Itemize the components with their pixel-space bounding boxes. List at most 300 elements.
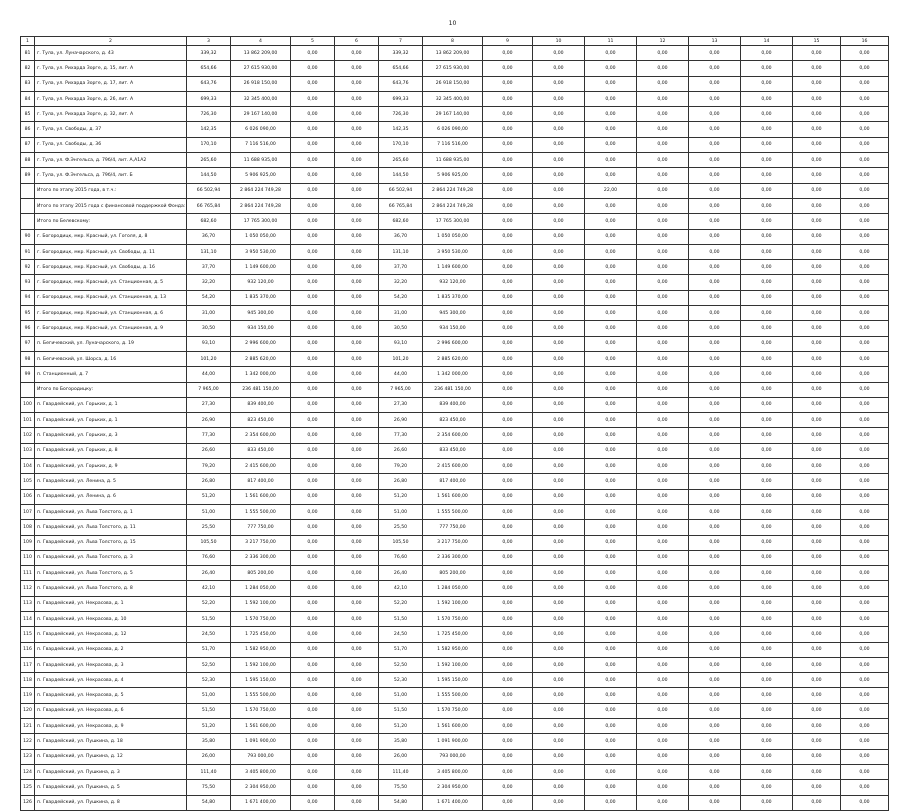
table-cell: 5 906 925,00 [423,168,483,183]
table-cell: 2 415 600,00 [423,459,483,474]
table-cell: 0,00 [533,122,585,137]
table-cell: 0,00 [483,214,533,229]
table-cell: 1 570 750,00 [231,611,291,626]
table-row [21,764,889,779]
table-cell: 0,00 [841,474,889,489]
table-cell: 0,00 [841,673,889,688]
table-cell: 0,00 [741,168,793,183]
column-number: 8 [423,37,483,46]
table-cell: 0,00 [793,780,841,795]
table-cell: 0,00 [841,290,889,305]
table-cell: 131,10 [187,244,231,259]
table-cell: 0,00 [291,504,335,519]
table-cell: 0,00 [335,336,379,351]
address-cell: п. Гвардейский, ул. Некрасова, д. 12 [35,627,187,642]
table-cell: 0,00 [637,443,689,458]
table-cell: 51,00 [379,504,423,519]
table-cell: 0,00 [841,703,889,718]
table-cell: 1 555 500,00 [423,504,483,519]
table-cell: 0,00 [585,550,637,565]
address-cell: п. Бегичевский, ул. Шорса, д. 16 [35,351,187,366]
table-cell: 0,00 [741,76,793,91]
table-cell: 0,00 [637,214,689,229]
table-cell [21,183,35,198]
table-cell: 44,00 [379,367,423,382]
table-cell: 144,50 [187,168,231,183]
table-cell: 52,20 [187,596,231,611]
table-cell: 108 [21,520,35,535]
table-cell: 0,00 [841,91,889,106]
table-cell: 0,00 [483,76,533,91]
table-cell: 0,00 [585,734,637,749]
table-cell: 0,00 [291,520,335,535]
table-cell: 0,00 [689,780,741,795]
table-cell: 0,00 [291,321,335,336]
table-cell: 11 688 935,00 [231,153,291,168]
address-cell: г. Тула, ул. Ф.Энгельса, д. 79б/4, лит. А,А1А2 [35,153,187,168]
table-cell: 0,00 [335,306,379,321]
table-cell: 26,40 [187,566,231,581]
table-cell: 0,00 [533,535,585,550]
table-cell: 0,00 [741,749,793,764]
table-cell: 0,00 [689,290,741,305]
table-cell: 0,00 [291,459,335,474]
table-cell: 26,90 [187,413,231,428]
table-cell: 1 050 050,00 [231,229,291,244]
table-cell: 0,00 [637,566,689,581]
table-cell: 0,00 [585,673,637,688]
table-cell: 0,00 [741,734,793,749]
table-cell: 0,00 [741,642,793,657]
table-cell: 0,00 [585,703,637,718]
table-row [21,795,889,810]
table-cell: 0,00 [841,443,889,458]
table-cell: 0,00 [585,107,637,122]
table-cell: 0,00 [793,351,841,366]
table-cell: 31,00 [187,306,231,321]
table-cell: 0,00 [841,321,889,336]
table-cell: 0,00 [841,749,889,764]
table-cell: 0,00 [689,91,741,106]
table-cell: 0,00 [741,260,793,275]
table-cell: 0,00 [533,336,585,351]
table-row [21,183,889,198]
table-cell: 0,00 [335,183,379,198]
table-cell: 0,00 [585,642,637,657]
table-cell: 101,20 [379,351,423,366]
address-cell: п. Гвардейский, ул. Ленина, д. 6 [35,489,187,504]
table-cell: 0,00 [793,397,841,412]
table-cell: 0,00 [291,275,335,290]
table-cell: 52,30 [187,673,231,688]
table-row [21,673,889,688]
table-cell: 0,00 [483,260,533,275]
table-cell: 0,00 [689,734,741,749]
address-cell: г. Тула, ул. Рихарда Зорге, д. 26, лит. А [35,91,187,106]
table-cell: 13 862 209,00 [231,46,291,61]
table-cell: 1 555 500,00 [231,504,291,519]
table-cell: 0,00 [841,413,889,428]
address-cell: г. Богородицк, мкр. Красный, ул. Свободы, д. 16 [35,260,187,275]
table-cell: 0,00 [793,244,841,259]
table-cell: 0,00 [841,76,889,91]
table-cell: 124 [21,764,35,779]
table-row [21,535,889,550]
table-cell: 1 284 050,00 [231,581,291,596]
table-cell: 0,00 [841,275,889,290]
table-cell: 0,00 [689,673,741,688]
column-number: 16 [841,37,889,46]
table-cell: 0,00 [335,581,379,596]
table-cell: 0,00 [483,627,533,642]
table-cell: 0,00 [841,611,889,626]
table-cell: 0,00 [585,566,637,581]
column-number: 15 [793,37,841,46]
table-cell: 122 [21,734,35,749]
address-cell: Итого по Богородицку: [35,382,187,397]
table-cell: 0,00 [335,428,379,443]
table-cell: 0,00 [291,749,335,764]
table-cell: 0,00 [585,459,637,474]
table-cell: 0,00 [689,198,741,213]
table-cell: 0,00 [689,550,741,565]
table-row [21,367,889,382]
table-cell: 0,00 [689,122,741,137]
table-cell: 0,00 [637,673,689,688]
table-cell: 0,00 [291,688,335,703]
table-cell: 0,00 [793,61,841,76]
table-cell: 1 570 750,00 [231,703,291,718]
table-cell: 1 091 900,00 [231,734,291,749]
table-cell: 0,00 [483,351,533,366]
table-cell: 98 [21,351,35,366]
table-cell: 88 [21,153,35,168]
table-cell: 805 200,00 [423,566,483,581]
table-cell: 24,50 [187,627,231,642]
column-number: 2 [35,37,187,46]
table-cell: 101 [21,413,35,428]
table-cell: 0,00 [741,122,793,137]
table-cell: 0,00 [841,214,889,229]
table-cell: 0,00 [741,336,793,351]
table-cell: 26,90 [379,413,423,428]
table-cell: 654,66 [379,61,423,76]
table-cell: 0,00 [335,198,379,213]
table-cell: 0,00 [533,581,585,596]
table-cell: 0,00 [533,76,585,91]
table-cell: 0,00 [585,91,637,106]
table-cell: 0,00 [741,397,793,412]
table-cell: 0,00 [637,703,689,718]
table-cell: 1 561 600,00 [423,719,483,734]
table-cell: 0,00 [335,413,379,428]
table-cell: 0,00 [689,688,741,703]
table-cell: 643,76 [379,76,423,91]
address-cell: п. Гвардейский, ул. Некрасова, д. 2 [35,642,187,657]
table-cell: 0,00 [689,382,741,397]
address-cell: г. Тула, ул. Ф.Энгельса, д. 79б/4, лит. Б [35,168,187,183]
table-cell: 0,00 [841,397,889,412]
table-cell: 0,00 [291,351,335,366]
table-cell: 0,00 [689,428,741,443]
table-cell: 117 [21,657,35,672]
table-cell: 0,00 [291,244,335,259]
table-cell: 0,00 [689,749,741,764]
address-cell: г. Тула, ул. Луначарского, д. 43 [35,46,187,61]
address-cell: п. Гвардейский, ул. Льва Толстого, д. 8 [35,581,187,596]
table-row [21,611,889,626]
table-cell: 0,00 [793,688,841,703]
table-cell: 51,00 [187,504,231,519]
table-cell: 0,00 [533,198,585,213]
table-cell: 0,00 [483,459,533,474]
table-cell: 0,00 [483,367,533,382]
table-cell: 107 [21,504,35,519]
table-cell: 0,00 [689,275,741,290]
table-cell: 0,00 [335,229,379,244]
table-cell: 54,80 [379,795,423,810]
table-cell: 0,00 [793,306,841,321]
table-cell: 0,00 [533,474,585,489]
table-cell: 54,20 [379,290,423,305]
table-cell: 115 [21,627,35,642]
table-row [21,137,889,152]
table-cell: 66 765,84 [379,198,423,213]
table-row [21,168,889,183]
table-cell: 0,00 [483,489,533,504]
table-cell: 0,00 [483,168,533,183]
table-cell: 0,00 [741,443,793,458]
address-cell: г. Богородицк, мкр. Красный, ул. Станционная, д. 9 [35,321,187,336]
table-row [21,581,889,596]
table-cell: 0,00 [335,107,379,122]
table-cell: 0,00 [483,535,533,550]
table-cell: 0,00 [291,336,335,351]
table-cell: 92 [21,260,35,275]
table-cell: 0,00 [335,122,379,137]
table-cell: 0,00 [585,122,637,137]
table-cell: 0,00 [483,520,533,535]
table-cell: 0,00 [483,703,533,718]
table-cell: 0,00 [741,321,793,336]
table-cell: 22,00 [585,183,637,198]
table-cell: 0,00 [793,229,841,244]
table-row [21,107,889,122]
table-cell: 0,00 [533,489,585,504]
table-cell: 0,00 [741,596,793,611]
table-cell: 0,00 [483,688,533,703]
table-cell: 0,00 [637,413,689,428]
table-cell: 0,00 [689,581,741,596]
table-cell: 0,00 [793,535,841,550]
table-cell: 0,00 [533,566,585,581]
table-cell: 0,00 [741,214,793,229]
table-cell: 1 561 600,00 [231,719,291,734]
table-cell: 0,00 [689,489,741,504]
table-cell: 26 918 150,00 [423,76,483,91]
table-cell: 3 217 750,00 [423,535,483,550]
table-row [21,76,889,91]
table-cell: 0,00 [689,153,741,168]
table-cell: 77,30 [379,428,423,443]
column-number: 1 [21,37,35,46]
table-cell: 54,20 [187,290,231,305]
table-cell: 0,00 [585,749,637,764]
table-cell: 833 450,00 [231,443,291,458]
table-cell: 2 864 224 749,28 [423,198,483,213]
table-cell: 823 450,00 [231,413,291,428]
table-cell: 2 415 600,00 [231,459,291,474]
address-cell: Итого по этапу 2015 года, в т.ч.: [35,183,187,198]
table-cell: 29 167 140,00 [231,107,291,122]
table-cell: 119 [21,688,35,703]
table-cell: 0,00 [689,321,741,336]
table-cell: 0,00 [335,550,379,565]
table-cell: 0,00 [533,795,585,810]
table-cell: 0,00 [533,780,585,795]
table-cell: 0,00 [483,107,533,122]
table-cell: 0,00 [793,76,841,91]
table-cell: 0,00 [585,61,637,76]
table-cell: 0,00 [689,137,741,152]
table-cell: 111,40 [187,764,231,779]
table-cell: 0,00 [637,168,689,183]
table-cell: 0,00 [793,198,841,213]
table-cell: 0,00 [741,229,793,244]
table-cell: 0,00 [637,260,689,275]
table-cell: 0,00 [741,627,793,642]
table-cell: 6 026 090,00 [231,122,291,137]
table-cell: 0,00 [483,153,533,168]
table-cell: 0,00 [291,566,335,581]
table-cell: 27 615 930,00 [423,61,483,76]
table-cell: 0,00 [533,688,585,703]
table-cell: 0,00 [335,719,379,734]
table-cell: 0,00 [335,596,379,611]
table-cell: 0,00 [335,244,379,259]
table-cell: 0,00 [637,627,689,642]
table-cell: 0,00 [741,703,793,718]
table-cell: 0,00 [637,504,689,519]
table-cell: 0,00 [689,336,741,351]
table-cell: 0,00 [841,46,889,61]
table-cell: 1 149 600,00 [231,260,291,275]
table-cell: 0,00 [841,489,889,504]
table-cell: 0,00 [637,351,689,366]
table-cell: 77,30 [187,428,231,443]
table-cell: 2 864 224 749,28 [231,183,291,198]
table-cell: 52,30 [379,673,423,688]
table-cell: 0,00 [841,61,889,76]
address-cell: п. Гвардейский, ул. Пушкина, д. 3 [35,764,187,779]
table-cell: 0,00 [689,459,741,474]
table-cell: 0,00 [291,780,335,795]
table-cell: 0,00 [793,183,841,198]
table-cell: 0,00 [637,474,689,489]
table-cell: 106 [21,489,35,504]
table-cell: 0,00 [689,306,741,321]
table-cell: 0,00 [335,688,379,703]
table-cell: 0,00 [335,46,379,61]
table-cell: 0,00 [841,535,889,550]
table-cell: 0,00 [637,749,689,764]
table-cell: 0,00 [793,642,841,657]
table-cell [21,198,35,213]
table-cell: 0,00 [533,642,585,657]
table-cell: 0,00 [741,183,793,198]
table-cell: 0,00 [533,397,585,412]
table-cell: 52,20 [379,596,423,611]
table-cell: 0,00 [689,107,741,122]
table-cell: 0,00 [841,306,889,321]
table-cell: 0,00 [483,137,533,152]
table-cell: 0,00 [585,688,637,703]
table-cell: 0,00 [291,642,335,657]
table-cell: 0,00 [741,566,793,581]
table-cell: 2 336 300,00 [231,550,291,565]
table-cell: 0,00 [585,367,637,382]
table-cell: 0,00 [533,91,585,106]
table-cell: 0,00 [741,428,793,443]
table-cell: 0,00 [793,596,841,611]
table-cell: 0,00 [585,443,637,458]
table-cell: 934 150,00 [231,321,291,336]
table-row [21,46,889,61]
table-cell: 76,60 [187,550,231,565]
table-cell: 0,00 [841,137,889,152]
table-cell: 0,00 [533,367,585,382]
table-cell: 0,00 [483,657,533,672]
table-cell: 0,00 [483,275,533,290]
table-cell: 25,50 [187,520,231,535]
table-cell: 82 [21,61,35,76]
table-cell: 144,50 [379,168,423,183]
table-cell: 0,00 [291,535,335,550]
table-cell: 0,00 [841,596,889,611]
table-row [21,688,889,703]
column-number: 12 [637,37,689,46]
table-cell: 0,00 [291,107,335,122]
table-cell: 0,00 [585,382,637,397]
table-cell: 0,00 [689,229,741,244]
table-cell: 0,00 [585,474,637,489]
table-cell: 51,50 [379,611,423,626]
table-cell: 0,00 [335,673,379,688]
table-cell: 52,50 [379,657,423,672]
table-cell: 0,00 [483,581,533,596]
table-cell: 1 342 000,00 [231,367,291,382]
table-cell: 0,00 [637,642,689,657]
address-cell: п. Гвардейский, ул. Некрасова, д. 1 [35,596,187,611]
table-cell: 123 [21,749,35,764]
table-cell: 2 304 950,00 [423,780,483,795]
table-cell: 0,00 [741,275,793,290]
address-cell: г. Богородицк, мкр. Красный, ул. Свободы, д. 11 [35,244,187,259]
column-number: 6 [335,37,379,46]
table-cell: 0,00 [793,566,841,581]
table-cell: 0,00 [741,764,793,779]
table-cell: 51,50 [379,703,423,718]
table-cell: 0,00 [335,764,379,779]
table-cell: 0,00 [637,183,689,198]
address-cell: г. Тула, ул. Рихарда Зорге, д. 15, лит. А [35,61,187,76]
table-cell: 0,00 [291,260,335,275]
table-cell: 643,76 [187,76,231,91]
table-cell: 0,00 [637,764,689,779]
table-cell: 839 400,00 [423,397,483,412]
table-cell: 2 354 600,00 [231,428,291,443]
table-cell: 0,00 [335,627,379,642]
